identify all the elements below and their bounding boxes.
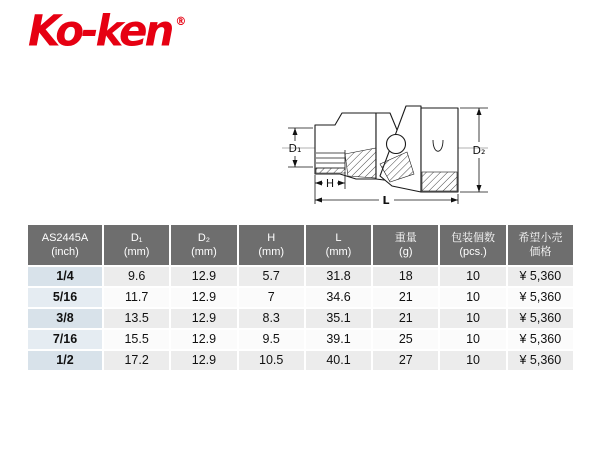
cell-size: 5/16	[28, 288, 102, 307]
cell-price: ¥ 5,360	[508, 351, 573, 370]
cell-l: 40.1	[306, 351, 371, 370]
cell-d2: 12.9	[171, 330, 236, 349]
cell-l: 34.6	[306, 288, 371, 307]
cell-h: 10.5	[239, 351, 304, 370]
cell-pack-qty: 10	[440, 330, 505, 349]
cell-d2: 12.9	[171, 267, 236, 286]
col-header-d1: D₁ (mm)	[104, 225, 169, 265]
universal-joint-socket-diagram	[280, 92, 495, 214]
joint-pin	[387, 135, 406, 154]
cell-h: 9.5	[239, 330, 304, 349]
cell-size: 1/2	[28, 351, 102, 370]
koken-logo-text: Ko-ken	[28, 5, 172, 56]
cell-price: ¥ 5,360	[508, 267, 573, 286]
col-header-weight: 重量 (g)	[373, 225, 438, 265]
cell-weight: 18	[373, 267, 438, 286]
cell-price: ¥ 5,360	[508, 330, 573, 349]
col-header-pack-qty: 包装個数 (pcs.)	[440, 225, 505, 265]
label-d2: D₂	[472, 144, 486, 157]
koken-logo	[28, 5, 187, 56]
cell-d1: 15.5	[104, 330, 169, 349]
col-header-h: H (mm)	[239, 225, 304, 265]
col-header-retail-price: 希望小売 価格	[508, 225, 573, 265]
col-header-l: L (mm)	[306, 225, 371, 265]
cell-l: 31.8	[306, 267, 371, 286]
cell-weight: 27	[373, 351, 438, 370]
cell-size: 7/16	[28, 330, 102, 349]
cell-pack-qty: 10	[440, 351, 505, 370]
cell-pack-qty: 10	[440, 288, 505, 307]
cell-weight: 21	[373, 288, 438, 307]
registered-trademark-symbol: ®	[175, 14, 187, 28]
spec-table	[28, 225, 573, 370]
cell-weight: 21	[373, 309, 438, 328]
cell-size: 1/4	[28, 267, 102, 286]
cell-l: 39.1	[306, 330, 371, 349]
cell-pack-qty: 10	[440, 309, 505, 328]
cell-h: 7	[239, 288, 304, 307]
cell-price: ¥ 5,360	[508, 309, 573, 328]
cell-pack-qty: 10	[440, 267, 505, 286]
cell-d2: 12.9	[171, 309, 236, 328]
cell-h: 8.3	[239, 309, 304, 328]
label-d1: D₁	[288, 142, 302, 155]
col-header-model: AS2445A (inch)	[28, 225, 102, 265]
cell-d2: 12.9	[171, 288, 236, 307]
cell-h: 5.7	[239, 267, 304, 286]
cell-l: 35.1	[306, 309, 371, 328]
cell-d2: 12.9	[171, 351, 236, 370]
cell-d1: 17.2	[104, 351, 169, 370]
cell-d1: 13.5	[104, 309, 169, 328]
cell-size: 3/8	[28, 309, 102, 328]
cell-weight: 25	[373, 330, 438, 349]
cell-price: ¥ 5,360	[508, 288, 573, 307]
label-l: L	[382, 194, 390, 207]
cell-d1: 11.7	[104, 288, 169, 307]
col-header-d2: D₂ (mm)	[171, 225, 236, 265]
cell-d1: 9.6	[104, 267, 169, 286]
label-h: H	[325, 177, 335, 190]
